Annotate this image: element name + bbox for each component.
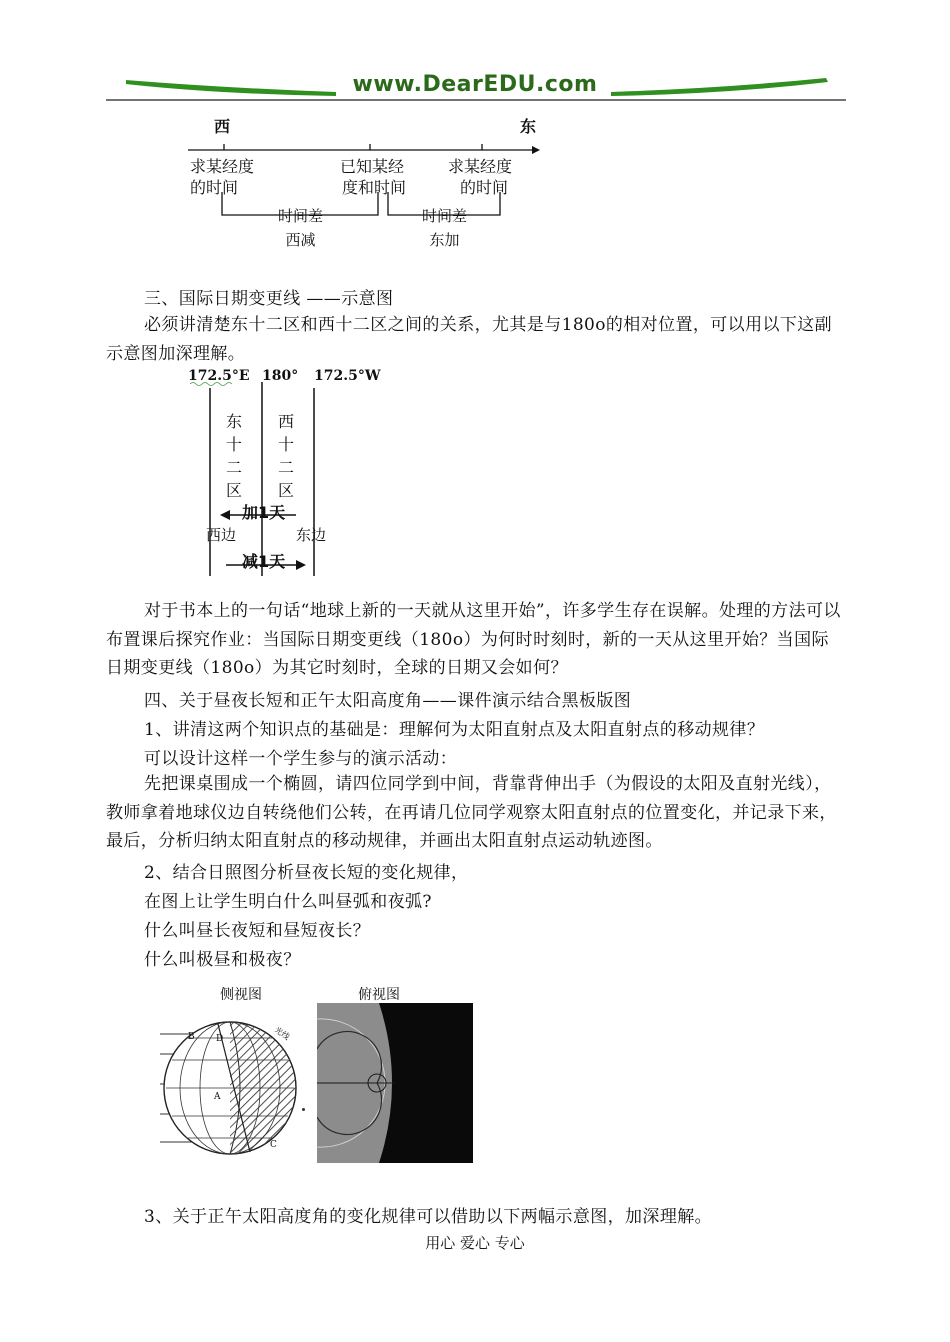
section4-design: 可以设计这样一个学生参与的演示活动：	[144, 749, 458, 769]
section3-heading: 三、国际日期变更线 ——示意图	[144, 289, 394, 309]
box-left-line1: 求某经度	[190, 157, 255, 176]
zone-east-char1: 东	[226, 412, 243, 431]
diff-left-line2: 西减	[285, 231, 316, 249]
lon-left: 172.5°E	[188, 368, 250, 384]
top-view-figure	[317, 1003, 473, 1163]
section4-q3: 什么叫极昼和极夜？	[144, 950, 301, 970]
diff-right	[422, 204, 467, 252]
label-west: 西	[214, 117, 231, 136]
globe-label-b: B	[188, 1032, 195, 1042]
lon-mid: 180°	[262, 368, 299, 384]
east-side-label: 东边	[296, 526, 327, 544]
zone-east-char2: 十	[226, 435, 243, 454]
box-right-line2: 的时间	[460, 178, 509, 197]
box-right	[448, 156, 512, 198]
top-view-title: 俯视图	[358, 987, 400, 1003]
zone-west	[278, 410, 294, 502]
globe-label-light: 光线	[272, 1025, 292, 1042]
section4-heading: 四、关于昼夜长短和正午太阳高度角——课件演示结合黑板版图	[144, 691, 632, 711]
box-mid-line1: 已知某经	[340, 157, 405, 176]
box-right-line1: 求某经度	[448, 157, 513, 176]
section4-q2: 什么叫昼长夜短和昼短夜长？	[144, 921, 371, 941]
zone-east	[226, 410, 242, 502]
header-site-name: www.DearEDU.com	[352, 72, 598, 97]
globe-label-c: C	[270, 1140, 277, 1150]
lon-right: 172.5°W	[314, 368, 381, 384]
zone-west-char4: 区	[278, 481, 295, 500]
time-difference-diagram	[182, 112, 552, 254]
zone-west-char3: 二	[278, 458, 295, 477]
box-left-line2: 的时间	[190, 178, 239, 197]
west-side-label: 西边	[206, 526, 237, 544]
section4-item1: 1、讲清这两个知识点的基础是：理解何为太阳直射点及太阳直射点的移动规律？	[144, 720, 765, 740]
globe-label-d: D	[216, 1034, 224, 1044]
minus-day-label: 减1天	[242, 552, 286, 571]
item3-text: 3、关于正午太阳高度角的变化规律可以借助以下两幅示意图，加深理解。	[144, 1207, 713, 1227]
dateline-diagram	[186, 366, 396, 578]
box-mid	[340, 156, 406, 198]
side-figure-dot	[302, 1108, 305, 1111]
diff-left	[278, 204, 323, 252]
diff-right-line2: 东加	[429, 231, 460, 249]
section4-q1: 在图上让学生明白什么叫昼弧和夜弧?	[144, 892, 432, 912]
plus-day-label: 加1天	[242, 503, 286, 522]
box-mid-line2: 度和时间	[342, 178, 407, 197]
diff-left-line1: 时间差	[278, 207, 324, 225]
label-east: 东	[520, 117, 537, 136]
section3-paragraph: 必须讲清楚东十二区和西十二区之间的关系，尤其是与180o的相对位置，可以用以下这副示意图加深理解。	[106, 315, 833, 364]
globe-label-a: A	[214, 1092, 221, 1102]
header-banner	[106, 70, 846, 104]
box-left	[190, 156, 254, 198]
zone-east-char4: 区	[226, 481, 243, 500]
footer-text: 用心 爱心 专心	[425, 1234, 525, 1252]
zone-east-char3: 二	[226, 458, 243, 477]
zone-west-char1: 西	[278, 412, 295, 431]
side-view-figure	[158, 1004, 308, 1164]
section4-item2: 2、结合日照图分析昼夜长短的变化规律，	[144, 863, 469, 883]
diff-right-line1: 时间差	[422, 207, 468, 225]
zone-west-char2: 十	[278, 435, 295, 454]
side-view-title: 侧视图	[220, 987, 262, 1003]
section4-activity: 先把课桌围成一个椭圆，请四位同学到中间，背靠背伸出手（为假设的太阳及直射光线），教师拿着地球仪边自转绕他们公转，在再请几位同学观察太阳直射点的位置变化，并记录下来，最后，分析归纳太阳直射点的移动规律，并画出太阳直射点运动轨迹图。	[106, 774, 837, 852]
book-paragraph: 对于书本上的一句话“地球上新的一天就从这里开始”，许多学生存在误解。处理的方法可以布置课后探究作业：当国际日期变更线（180o）为何时时刻时，新的一天从这里开始？当国际日期变更线（180o）为其它时刻时，全球的日期又会如何？	[106, 601, 841, 679]
